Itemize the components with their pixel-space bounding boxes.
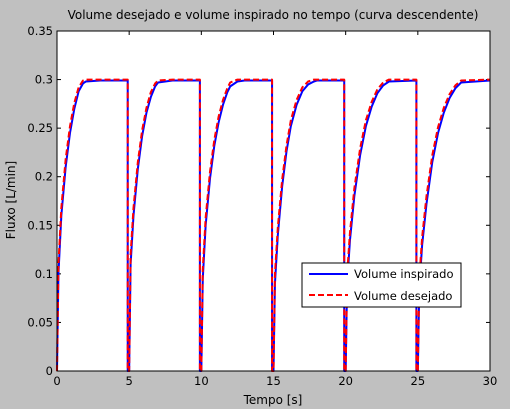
y-tick-label: 0.05 <box>27 315 53 330</box>
x-tick-label: 25 <box>410 374 426 388</box>
chart-title: Volume desejado e volume inspirado no tempo (curva descendente) <box>67 8 479 22</box>
x-tick-label: 30 <box>482 374 498 388</box>
x-tick-label: 0 <box>53 374 61 388</box>
legend-label-volume-desejado: Volume desejado <box>354 289 453 303</box>
x-axis-label: Tempo [s] <box>243 393 303 407</box>
y-tick-label: 0.3 <box>34 72 53 87</box>
x-tick-label: 20 <box>338 374 353 388</box>
x-tick-label: 15 <box>266 374 281 388</box>
y-tick-label: 0.15 <box>27 218 53 233</box>
y-tick-label: 0.1 <box>34 266 53 281</box>
legend-label-volume-inspirado: Volume inspirado <box>354 267 454 281</box>
x-tick-label: 10 <box>194 374 209 388</box>
y-tick-label: 0.2 <box>34 169 53 184</box>
y-axis-label: Fluxo [L/min] <box>4 160 18 240</box>
x-tick-label: 5 <box>125 374 133 388</box>
y-tick-label: 0.25 <box>27 121 53 136</box>
legend <box>302 263 461 307</box>
y-tick-label: 0.35 <box>27 24 53 38</box>
y-tick-label: 0 <box>45 364 53 378</box>
